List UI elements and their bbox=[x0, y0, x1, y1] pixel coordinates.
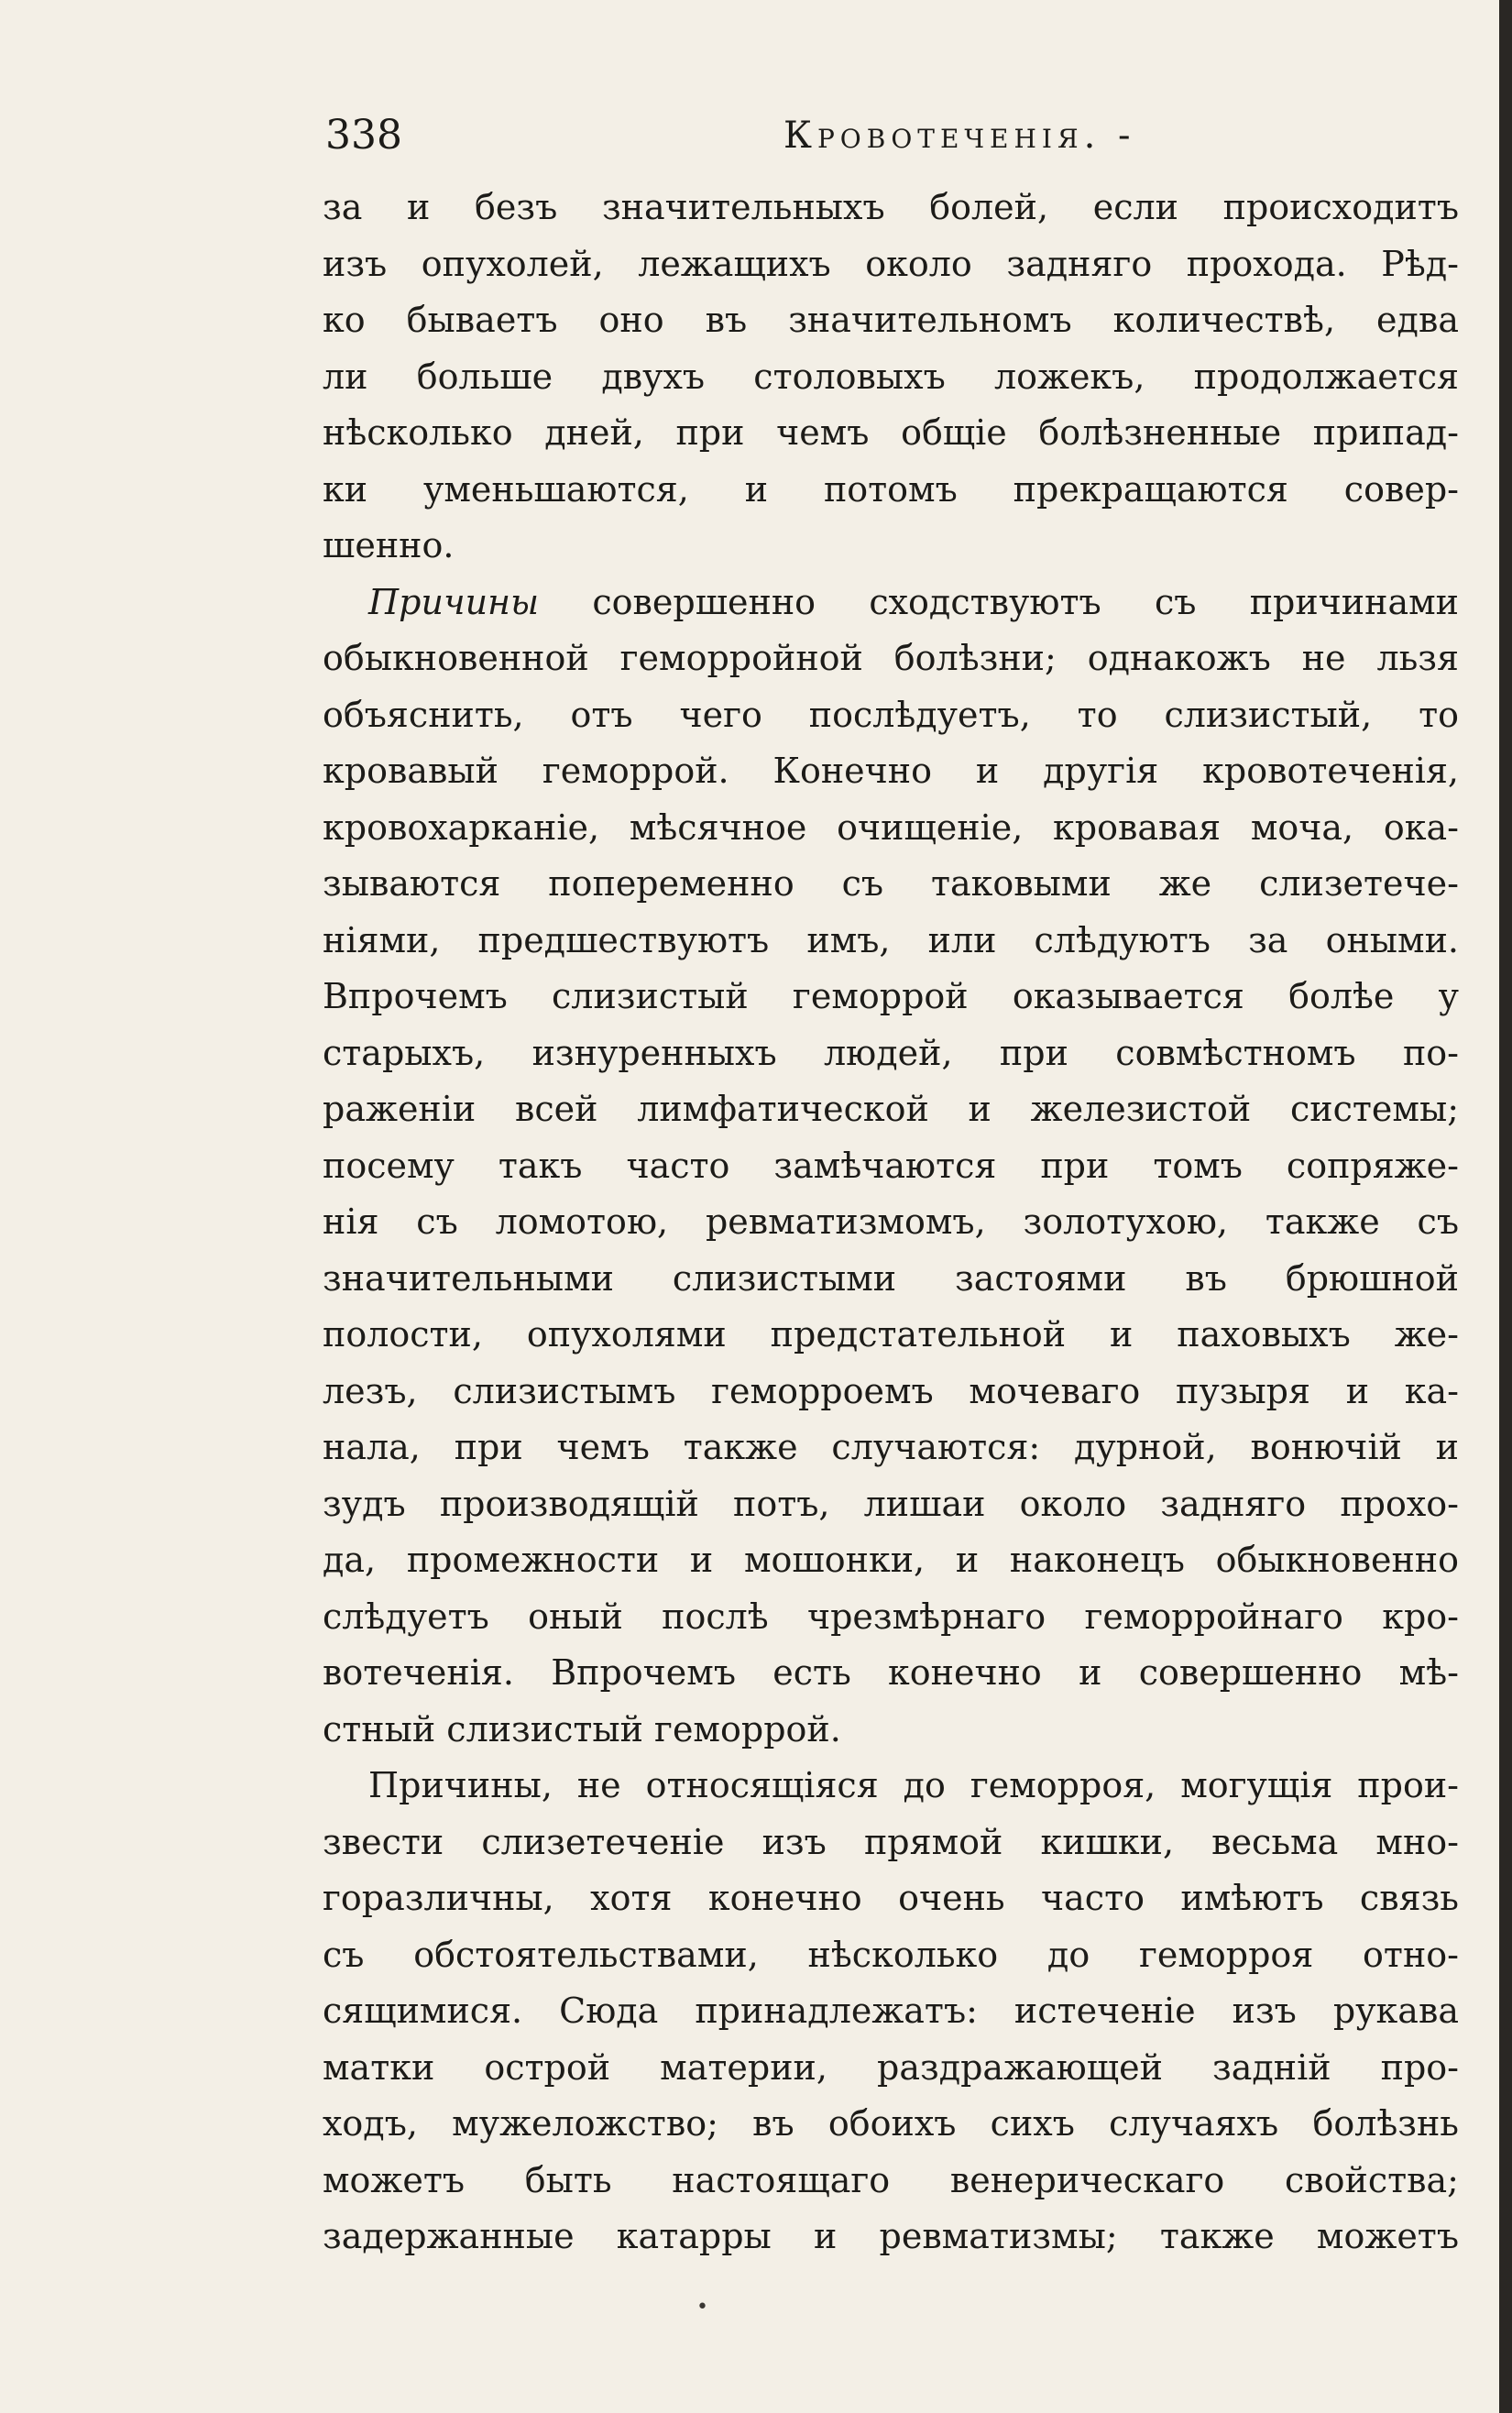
text-line: значительными слизистыми застоями въ брюшной bbox=[323, 1257, 1459, 1299]
text-line: объяснить, отъ чего послѣдуетъ, то слизистый, то bbox=[323, 694, 1459, 735]
text-line: посему такъ часто замѣчаются при томъ сопряже- bbox=[323, 1145, 1459, 1186]
text-line: вотеченія. Впрочемъ есть конечно и совершенно мѣ- bbox=[323, 1652, 1459, 1693]
text-line: сящимися. Сюда принадлежатъ: истеченіе изъ рукава bbox=[323, 1991, 1459, 2031]
running-head bbox=[325, 108, 1452, 163]
text-line: старыхъ, изнуренныхъ людей, при совмѣстномъ по- bbox=[323, 1032, 1459, 1073]
text-line: раженіи всей лимфатической и железистой системы; bbox=[323, 1089, 1459, 1129]
text-line: зудъ производящій потъ, лишаи около задняго прохо- bbox=[323, 1483, 1459, 1524]
text-line: Впрочемъ слизистый геморрой оказывается болѣе у bbox=[323, 976, 1459, 1016]
text-line: ки уменьшаются, и потомъ прекращаются совер- bbox=[323, 468, 1459, 510]
text-line: лезъ, слизистымъ геморроемъ мочеваго пузыря и ка- bbox=[323, 1370, 1459, 1411]
text-line: шенно. bbox=[323, 525, 455, 565]
body-text bbox=[323, 180, 1459, 2265]
speck-mark: • bbox=[696, 2296, 708, 2319]
text-line: ко бываетъ оно въ значительномъ количествѣ, едва bbox=[323, 300, 1459, 340]
text-line: задержанные катарры и ревматизмы; также можетъ bbox=[323, 2216, 1459, 2256]
text-line bbox=[323, 575, 1459, 631]
text-line: ходъ, мужеложство; въ обоихъ сихъ случаяхъ болѣзнь bbox=[323, 2103, 1459, 2144]
text-line: Причины, не относящіяся до геморроя, могущія прои- bbox=[368, 1765, 1459, 1805]
text-line: ли больше двухъ столовыхъ ложекъ, продолжается bbox=[323, 356, 1459, 397]
text-line: звести слизетеченіе изъ прямой кишки, весьма мно- bbox=[323, 1821, 1459, 1862]
text-line: кровохарканіе, мѣсячное очищеніе, кровавая моча, ока- bbox=[323, 806, 1459, 848]
text-line: ніями, предшествуютъ имъ, или слѣдуютъ за оными. bbox=[323, 919, 1459, 960]
scan-edge bbox=[1499, 0, 1512, 2413]
text-line: кровавый геморрой. Конечно и другія кровотеченія, bbox=[323, 751, 1459, 791]
text-line: нѣсколько дней, при чемъ общіе болѣзненные припад- bbox=[323, 412, 1459, 453]
text-line: да, промежности и мошонки, и наконецъ обыкновенно bbox=[323, 1540, 1459, 1580]
text-line: нала, при чемъ также случаются: дурной, вонючій и bbox=[323, 1427, 1459, 1467]
running-title: Кровотеченія. - bbox=[783, 115, 1136, 157]
text-line: нія съ ломотою, ревматизмомъ, золотухою, также съ bbox=[323, 1201, 1459, 1242]
text-line: обыкновенной геморройной болѣзни; однакожъ не льзя bbox=[323, 638, 1459, 678]
page-number: 338 bbox=[325, 112, 402, 159]
text-line: съ обстоятельствами, нѣсколько до геморроя отно- bbox=[323, 1934, 1459, 1975]
line-rest: совершенно сходствуютъ съ причинами bbox=[539, 581, 1459, 622]
text-line: за и безъ значительныхъ болей, если происходитъ bbox=[323, 187, 1459, 227]
text-line: стный слизистый геморрой. bbox=[323, 1708, 841, 1749]
italic-lead: Причины bbox=[368, 581, 540, 622]
text-line: зываются попеременно съ таковыми же слизетече- bbox=[323, 863, 1459, 904]
text-line: можетъ быть настоящаго венерическаго свойства; bbox=[323, 2159, 1459, 2200]
text-line: горазличны, хотя конечно очень часто имѣютъ связь bbox=[323, 1878, 1459, 1918]
text-line: матки острой материи, раздражающей заднiй про- bbox=[323, 2046, 1459, 2088]
text-line: изъ опухолей, лежащихъ около задняго прохода. Рѣд- bbox=[323, 243, 1459, 284]
text-line: слѣдуетъ оный послѣ чрезмѣрнаго геморройнаго кро- bbox=[323, 1596, 1459, 1637]
text-line: полости, опухолями предстательной и паховыхъ же- bbox=[323, 1314, 1459, 1355]
